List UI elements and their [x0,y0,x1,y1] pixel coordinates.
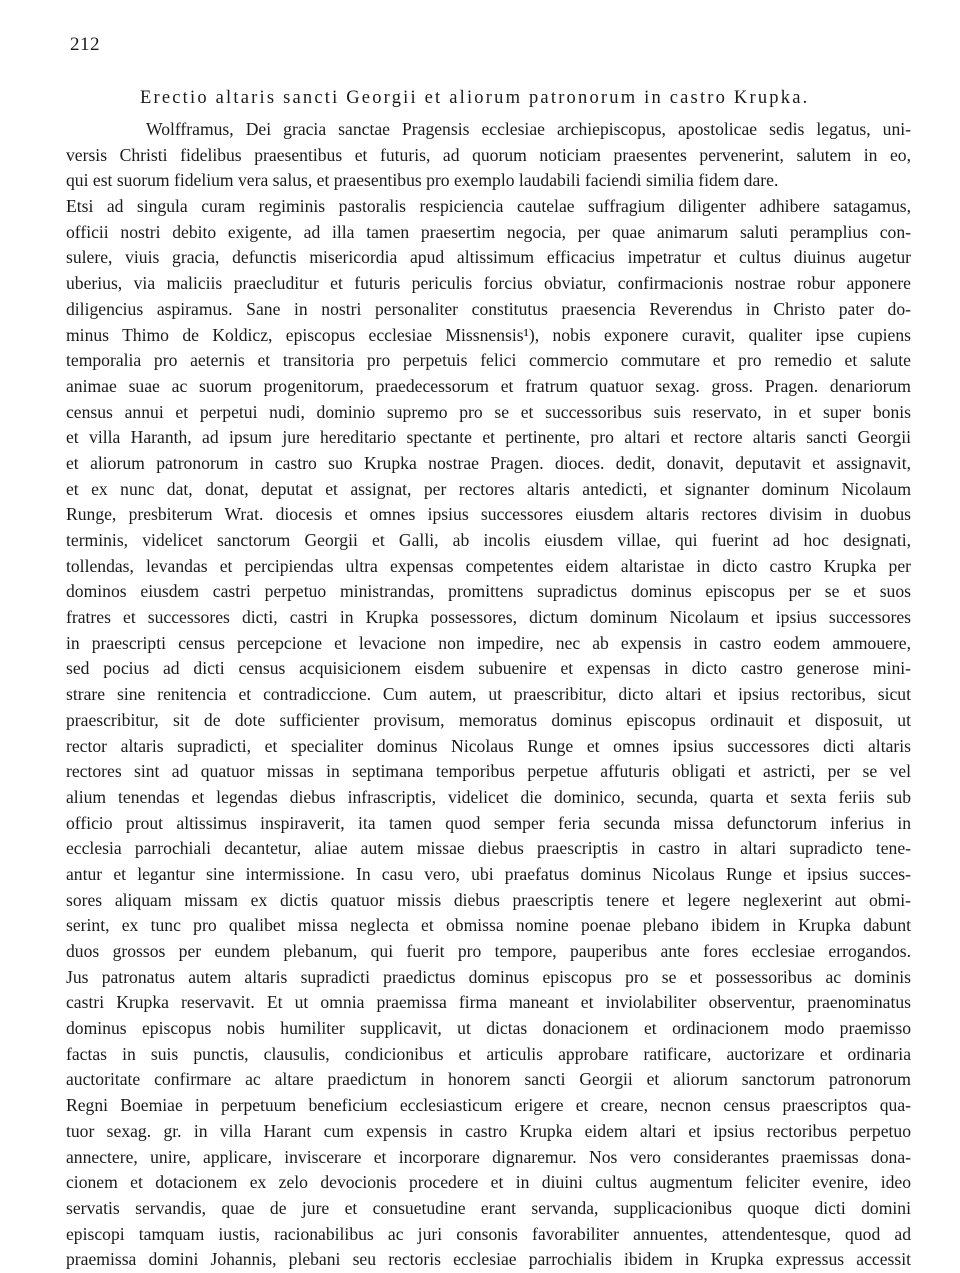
text-line: sulere, viuis gracia, defunctis misericordia apud altissimum efficacius impetratur et cultus diuinus augetur [66,247,911,268]
text-line: minus Thimo de Koldicz, episcopus ecclesiae Missnensis¹), nobis exponere curavit, qualiter ipse cupiens [66,324,911,345]
text-line: auctoritate confirmare ac altare praedictum in honorem sancti Georgii et aliorum sanctorum patronorum [66,1069,911,1090]
text-line: duos grossos per eundem plebanum, qui fuerit pro tempore, pauperibus ante fores ecclesiae errogandos. [66,941,911,961]
text-line: cionem et dotacionem ex zelo devocionis procedere et in diuini cultus augmentum feliciter evenire, ideo [66,1172,911,1193]
text-line: antur et legantur sine intermissione. In casu vero, ubi praefatus dominus Nicolaus Runge et ipsius succes- [66,863,911,884]
text-line: servatis servandis, quae de jure et consuetudine erant servanda, supplicacionibus quoque dicti domini [66,1197,911,1218]
text-line: alium tenendas et legendas diebus infrascriptis, videlicet die dominico, secunda, quarta et sexta feriis sub [66,786,911,807]
text-line: diligencius aspiramus. Sane in nostri personaliter constitutus praesencia Reverendus in Christo pater do- [66,298,911,319]
text-line: temporalia pro aeternis et transitoria pro perpetuis felici commercio commutare et pro remedio et salute [66,350,911,371]
text-line: Jus patronatus autem altaris supradicti praedictus dominus episcopus pro se et possessoribus ac dominis [66,966,911,987]
document-heading: Erectio altaris sancti Georgii et aliorum patronorum in castro Krupka. [140,88,810,108]
text-line: sores aliquam missam ex dictis quatuor missis diebus praescriptis tenere et legere neglexerint aut obmi- [66,889,911,910]
text-line: fratres et successores dicti, castri in Krupka possessores, dictum dominum Nicolaum et ipsius successores [66,607,911,628]
text-line: tollendas, levandas et percipiendas ultra expensas competentes eidem altaristae in dicto castro Krupka per [66,555,911,576]
text-line: sed pocius ad dicti census acquisicionem eisdem subuenire et expensas in dicto castro generose mini- [66,658,911,679]
text-line: versis Christi fidelibus praesentibus et futuris, ad quorum noticiam praesentes pervenerint, salutem in eo, [66,144,911,165]
text-line: census annui et perpetui nudi, dominio supremo pro se et successoribus suis reservato, in et super bonis [66,401,911,422]
text-line: ecclesia parrochiali decantetur, aliae autem missae diebus praescriptis in castro in altari supradicto tene- [66,838,911,859]
text-line: praemissa domini Johannis, plebani seu rectoris ecclesiae parrochialis ibidem in Krupka expressus accessit [66,1249,911,1270]
text-line: Wolfframus, Dei gracia sanctae Pragensis ecclesiae archiepiscopus, apostolicae sedis legatus, uni- [146,119,911,139]
text-line: officio prout altissimus inspiraverit, ita tamen quod semper feria secunda missa defunctorum inferius in [66,812,911,833]
text-line: uberius, via maliciis praecluditur et futuris periculis forcius obviatur, confirmacionis nostrae robur apponere [66,273,911,294]
text-line: Etsi ad singula curam regiminis pastoralis respiciencia cautelae suffragium diligenter adhibere satagamus, [66,196,911,217]
text-line: praescribitur, sit de dote sufficienter provisum, memoratus dominus episcopus ordinauit et disposuit, ut [66,709,911,730]
text-line: Runge, presbiterum Wrat. diocesis et omnes ipsius successores eiusdem altaris rectores divisim in duobus [66,504,911,525]
text-line: rector altaris supradicti, et specialiter dominus Nicolaus Runge et omnes ipsius successores dicti altaris [66,735,911,756]
text-line: qui est suorum fidelium vera salus, et praesentibus pro exemplo laudabili faciendi similia fidem dare. [66,170,779,191]
text-line: factas in suis punctis, clausulis, condicionibus et articulis approbare ratificare, auctorizare et ordinaria [66,1043,911,1064]
text-line: Regni Boemiae in perpetuum beneficium ecclesiasticum erigere et creare, necnon census praescriptos qua- [66,1095,911,1116]
text-line: dominos eiusdem castri perpetuo ministrandas, promittens supradictus dominus episcopus per se et suos [66,581,911,602]
text-line: et ex nunc dat, donat, deputat et assignat, per rectores altaris antedicti, et signanter dominum Nicolaum [66,478,911,499]
text-line: terminis, videlicet sanctorum Georgii et Galli, ab incolis eiusdem villae, qui fuerint ad hoc designati, [66,530,911,550]
text-line: in praescripti census percepcione et levacione non impedire, nec ab expensis in castro eodem ammouere, [66,632,911,653]
text-line: serint, ex tunc pro qualibet missa neglecta et obmissa nomine poenae plebano ibidem in Krupka dabunt [66,915,911,936]
text-line: episcopi tamquam iustis, racionabilibus ac juri consonis favorabiliter annuentes, attendentesque, quod ad [66,1223,911,1244]
body-text [66,117,911,1273]
text-line: dominus episcopus nobis humiliter supplicavit, ut dictas donacionem et ordinacionem modo praemisso [66,1018,911,1039]
text-line: tuor sexag. gr. in villa Harant cum expensis in castro Krupka eidem altari et ipsius rectoribus perpetuo [66,1120,911,1141]
text-line: animae suae ac suorum progenitorum, praedecessorum et fratrum quatuor sexag. gross. Pragen. denariorum [66,375,911,396]
page-number: 212 [70,34,100,55]
text-line: rectores sint ad quatuor missas in septimana temporibus perpetue affuturis obligati et astricti, per se vel [66,761,911,782]
text-line: et villa Haranth, ad ipsum jure hereditario spectante et pertinente, pro altari et rectore altaris sancti Georgii [66,427,911,448]
text-line: officii nostri debito exigente, ad illa tamen praesertim negocia, per quae animarum saluti peramplius con- [66,221,911,242]
text-line: castri Krupka reservavit. Et ut omnia praemissa firma maneant et inviolabiliter observentur, praenominatus [66,992,911,1013]
text-line: annectere, unire, applicare, inviscerare et incorporare dignaremur. Nos vero considerantes praemissas dona- [66,1146,911,1167]
text-line: strare sine renitencia et contradiccione. Cum autem, ut praescribitur, dicto altari et ipsius rectoribus, sicut [66,684,911,705]
text-line: et aliorum patronorum in castro suo Krupka nostrae Pragen. dioces. dedit, donavit, deputavit et assignavit, [66,452,911,473]
